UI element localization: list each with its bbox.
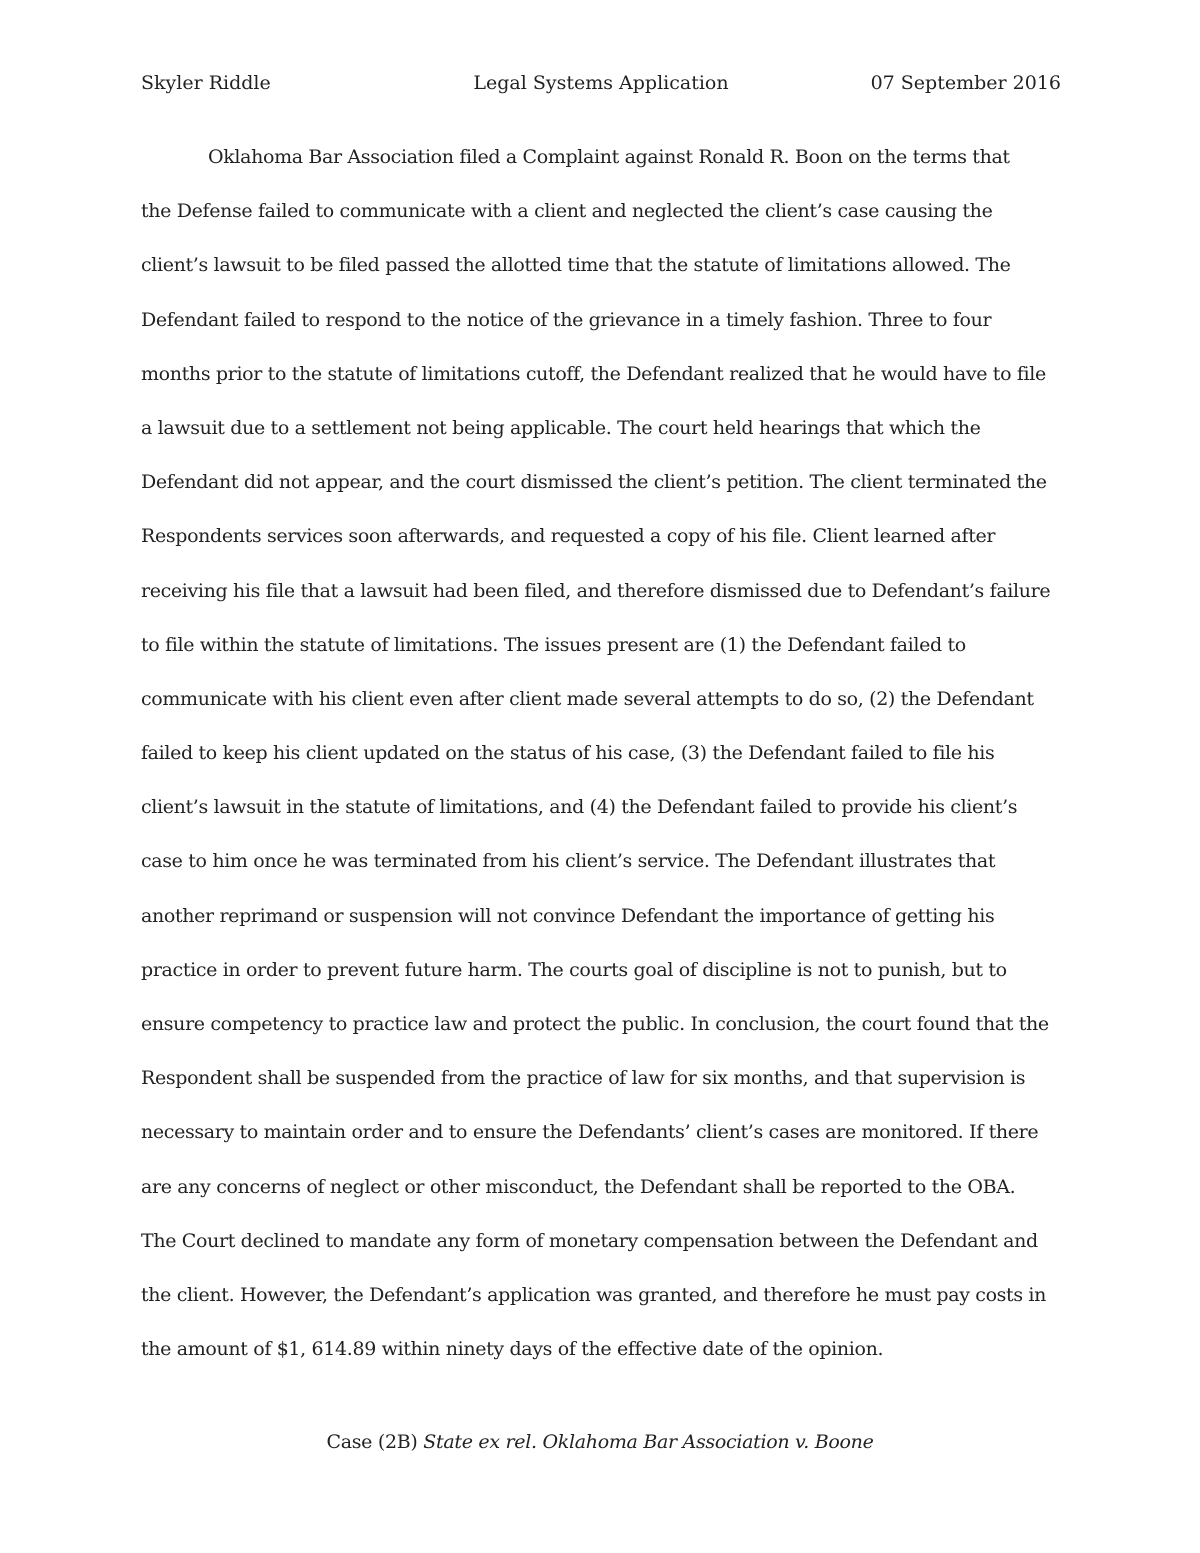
body-line: receiving his file that a lawsuit had been filed, and therefore dismissed due to Defendant’s failure xyxy=(141,579,1051,602)
body-line: failed to keep his client updated on the status of his case, (3) the Defendant failed to file his xyxy=(141,742,995,765)
body-line: Respondents services soon afterwards, and requested a copy of his file. Client learned after xyxy=(141,525,996,548)
body-line: are any concerns of neglect or other misconduct, the Defendant shall be reported to the OBA. xyxy=(141,1175,1016,1198)
body-line: Defendant failed to respond to the notice of the grievance in a timely fashion. Three to four xyxy=(141,308,992,331)
body-line: Respondent shall be suspended from the practice of law for six months, and that supervision is xyxy=(141,1067,1026,1090)
body-line: the amount of $1, 614.89 within ninety days of the effective date of the opinion. xyxy=(141,1338,884,1361)
body-line: ensure competency to practice law and protect the public. In conclusion, the court found that the xyxy=(141,1013,1049,1035)
body-line: practice in order to prevent future harm. The courts goal of discipline is not to punish, but to xyxy=(141,958,1007,981)
case-caption xyxy=(0,1431,1200,1453)
body-paragraph xyxy=(141,130,1061,1376)
body-line: The Court declined to mandate any form of monetary compensation between the Defendant and xyxy=(141,1229,1038,1252)
body-line: necessary to maintain order and to ensure the Defendants’ client’s cases are monitored. If there xyxy=(141,1121,1039,1144)
header-author: Skyler Riddle xyxy=(141,72,271,94)
body-line: Oklahoma Bar Association filed a Complaint against Ronald R. Boon on the terms that xyxy=(208,146,1010,168)
body-line: the client. However, the Defendant’s application was granted, and therefore he must pay costs in xyxy=(141,1283,1047,1306)
body-line: the Defense failed to communicate with a client and neglected the client’s case causing the xyxy=(141,200,993,223)
body-line: client’s lawsuit to be filed passed the allotted time that the statute of limitations allowed. The xyxy=(141,254,1011,277)
body-line: a lawsuit due to a settlement not being applicable. The court held hearings that which the xyxy=(141,416,981,439)
case-caption-prefix: Case (2B) xyxy=(326,1431,424,1453)
body-line: to file within the statute of limitations. The issues present are (1) the Defendant failed to xyxy=(141,633,966,656)
page-header xyxy=(141,72,1061,102)
body-line: months prior to the statute of limitations cutoff, the Defendant realized that he would have to file xyxy=(141,362,1046,385)
body-line: another reprimand or suspension will not convince Defendant the importance of getting his xyxy=(141,904,995,927)
header-course: Legal Systems Application xyxy=(473,72,729,94)
header-date: 07 September 2016 xyxy=(870,72,1061,94)
body-line: client’s lawsuit in the statute of limitations, and (4) the Defendant failed to provide his client’s xyxy=(141,796,1018,819)
case-name: State ex rel. Oklahoma Bar Association v. Boone xyxy=(423,1431,874,1453)
body-line: communicate with his client even after client made several attempts to do so, (2) the Defendant xyxy=(141,687,1034,710)
body-line: case to him once he was terminated from his client’s service. The Defendant illustrates that xyxy=(141,850,996,873)
body-line: Defendant did not appear, and the court dismissed the client’s petition. The client terminated the xyxy=(141,471,1047,494)
